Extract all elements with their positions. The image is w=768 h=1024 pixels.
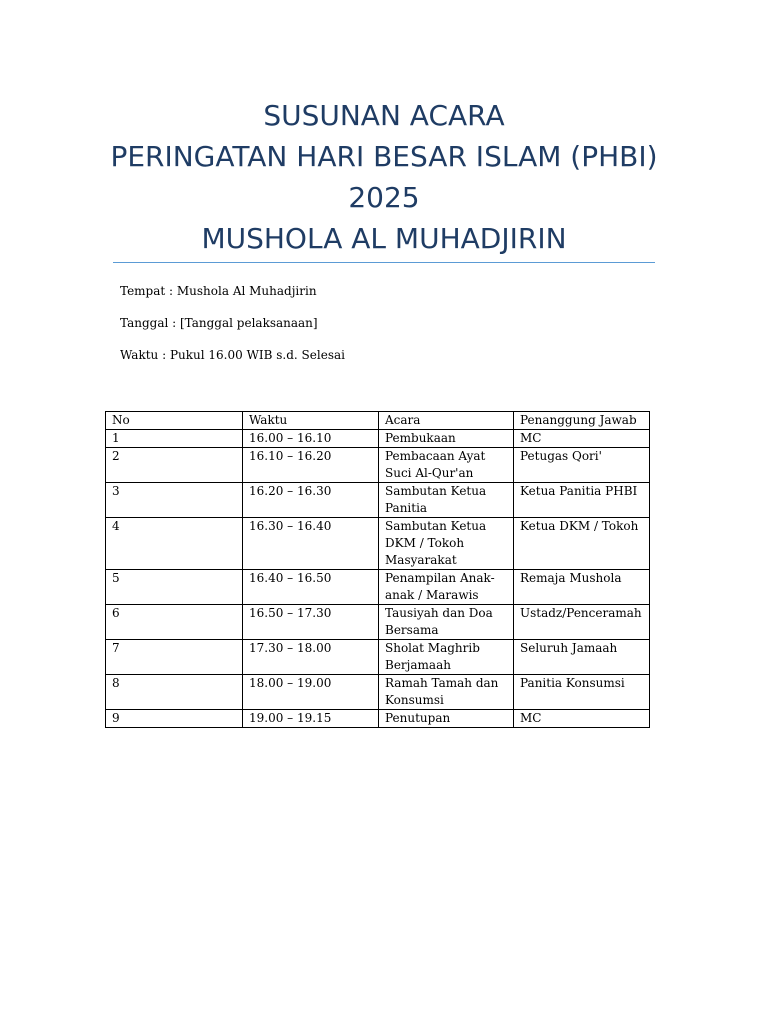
cell-event: Ramah Tamah dan Konsumsi: [379, 675, 514, 710]
table-row: [106, 675, 650, 710]
table-row: [106, 710, 650, 728]
cell-pic: Ustadz/Penceramah: [514, 605, 650, 640]
table-row: [106, 518, 650, 570]
cell-time: 16.00 – 16.10: [243, 430, 379, 448]
cell-time: 16.50 – 17.30: [243, 605, 379, 640]
cell-event: Pembacaan Ayat Suci Al-Qur'an: [379, 448, 514, 483]
cell-no: 6: [106, 605, 243, 640]
cell-no: 5: [106, 570, 243, 605]
table-row: [106, 570, 650, 605]
table-row: [106, 483, 650, 518]
cell-event: Tausiyah dan Doa Bersama: [379, 605, 514, 640]
cell-event: Penutupan: [379, 710, 514, 728]
info-date: Tanggal : [Tanggal pelaksanaan]: [120, 316, 318, 330]
cell-no: 1: [106, 430, 243, 448]
header-time: Waktu: [243, 412, 379, 430]
document-title: [110, 95, 658, 259]
title-line: PERINGATAN HARI BESAR ISLAM (PHBI): [110, 140, 658, 173]
cell-no: 7: [106, 640, 243, 675]
cell-pic: Ketua Panitia PHBI: [514, 483, 650, 518]
table-row: [106, 640, 650, 675]
header-event: Acara: [379, 412, 514, 430]
title-line: MUSHOLA AL MUHADJIRIN: [201, 222, 567, 255]
title-line: 2025: [348, 181, 420, 214]
cell-pic: MC: [514, 430, 650, 448]
cell-pic: Remaja Mushola: [514, 570, 650, 605]
cell-pic: Petugas Qori': [514, 448, 650, 483]
cell-event: Sholat Maghrib Berjamaah: [379, 640, 514, 675]
cell-pic: Panitia Konsumsi: [514, 675, 650, 710]
cell-no: 2: [106, 448, 243, 483]
info-place: Tempat : Mushola Al Muhadjirin: [120, 284, 317, 298]
schedule-table: [105, 411, 650, 728]
cell-event: Penampilan Anak-anak / Marawis: [379, 570, 514, 605]
cell-pic: MC: [514, 710, 650, 728]
cell-time: 16.30 – 16.40: [243, 518, 379, 570]
cell-pic: Ketua DKM / Tokoh: [514, 518, 650, 570]
cell-no: 9: [106, 710, 243, 728]
table-header-row: [106, 412, 650, 430]
cell-event: Sambutan Ketua DKM / Tokoh Masyarakat: [379, 518, 514, 570]
table-row: [106, 605, 650, 640]
table-row: [106, 448, 650, 483]
cell-time: 18.00 – 19.00: [243, 675, 379, 710]
cell-time: 16.10 – 16.20: [243, 448, 379, 483]
header-no: No: [106, 412, 243, 430]
cell-event: Sambutan Ketua Panitia: [379, 483, 514, 518]
cell-no: 8: [106, 675, 243, 710]
header-pic: Penanggung Jawab: [514, 412, 650, 430]
cell-pic: Seluruh Jamaah: [514, 640, 650, 675]
cell-no: 3: [106, 483, 243, 518]
info-time: Waktu : Pukul 16.00 WIB s.d. Selesai: [120, 348, 345, 362]
cell-time: 16.40 – 16.50: [243, 570, 379, 605]
cell-time: 17.30 – 18.00: [243, 640, 379, 675]
cell-time: 16.20 – 16.30: [243, 483, 379, 518]
table-row: [106, 430, 650, 448]
event-info: [120, 283, 345, 379]
cell-event: Pembukaan: [379, 430, 514, 448]
cell-no: 4: [106, 518, 243, 570]
title-divider: [113, 262, 655, 263]
title-line: SUSUNAN ACARA: [263, 99, 505, 132]
cell-time: 19.00 – 19.15: [243, 710, 379, 728]
